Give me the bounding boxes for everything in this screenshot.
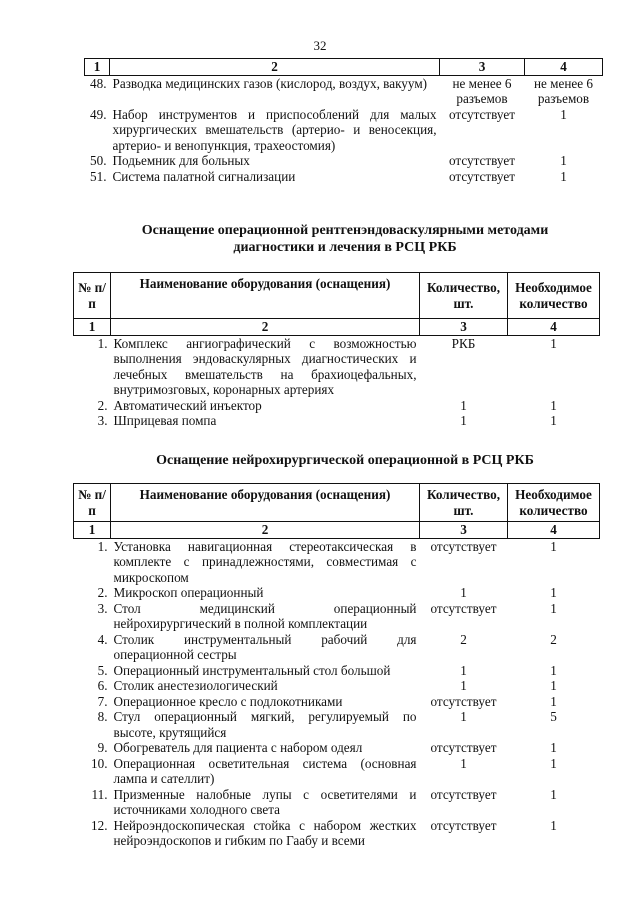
required-quantity: 1 bbox=[550, 678, 557, 693]
required-quantity: 1 bbox=[550, 585, 557, 600]
table-row bbox=[74, 663, 600, 679]
row-number: 50. bbox=[90, 153, 107, 168]
table-row bbox=[74, 538, 600, 585]
quantity: 1 bbox=[460, 755, 467, 771]
quantity: отсутствует bbox=[430, 600, 497, 616]
row-number: 3. bbox=[97, 600, 108, 616]
equipment-name: Обогреватель для пациента с набором одеял bbox=[113, 740, 363, 755]
row-number: 12. bbox=[91, 817, 108, 833]
header-cell: 1 bbox=[74, 319, 111, 336]
equipment-name: Операционное кресло с подлокотниками bbox=[113, 693, 343, 709]
quantity: 1 bbox=[460, 709, 467, 724]
table-row bbox=[85, 107, 603, 154]
table-row bbox=[74, 601, 600, 632]
required-quantity: 1 bbox=[550, 662, 557, 678]
row-number: 10. bbox=[91, 755, 108, 771]
page-number: 32 bbox=[313, 38, 327, 53]
required-quantity: 1 bbox=[550, 397, 557, 413]
equipment-name: Разводка медицинских газов (кислород, воздух, вакуум) bbox=[112, 75, 428, 91]
quantity: 1 bbox=[460, 413, 467, 428]
table-row bbox=[74, 756, 600, 787]
table-row bbox=[74, 740, 600, 756]
row-number: 9. bbox=[97, 740, 108, 755]
table-row bbox=[85, 75, 603, 107]
required-quantity: 1 bbox=[550, 335, 557, 351]
required-quantity: не менее 6 разъемов bbox=[533, 75, 594, 106]
row-number: 3. bbox=[97, 413, 108, 428]
equipment-name: Микроскоп операционный bbox=[113, 585, 264, 600]
equipment-name: Операционный инструментальный стол большой bbox=[113, 662, 391, 678]
equipment-name: Столик инструментальный рабочий для операционной сестры bbox=[113, 631, 417, 662]
table-row bbox=[74, 709, 600, 740]
row-number: 2. bbox=[97, 397, 108, 413]
quantity: отсутствует bbox=[430, 817, 497, 833]
table-row bbox=[74, 678, 600, 694]
header-cell: 3 bbox=[440, 59, 525, 76]
row-number: 1. bbox=[97, 538, 108, 554]
equipment-name: Стул операционный мягкий, регулируемый по высоте, крутящийся bbox=[113, 709, 417, 740]
equipment-name: Установка навигационная стереотаксическая в комплекте с принадлежностями, совместимая с микроскопом bbox=[113, 538, 417, 585]
equipment-name: Подьемник для больных bbox=[112, 153, 250, 168]
row-number: 51. bbox=[90, 168, 107, 184]
required-quantity: 1 bbox=[560, 106, 567, 122]
header-cell: 1 bbox=[74, 522, 111, 539]
quantity: отсутствует bbox=[430, 740, 497, 755]
table-row bbox=[74, 818, 600, 849]
header-cell: № п/п bbox=[74, 484, 111, 522]
equipment-name: Нейроэндоскопическая стойка с набором жестких нейроэндоскопов и гибким по Гаабу и всеми bbox=[113, 817, 417, 848]
header-cell: 3 bbox=[420, 319, 508, 336]
neurosurgery-equipment-table bbox=[73, 483, 600, 849]
equipment-name: Операционная осветительная система (основная лампа и сателлит) bbox=[113, 755, 417, 786]
section-title-endovascular: Оснащение операционной рентгенэндоваскулярными методами диагностики и лечения в РСЦ РКБ bbox=[141, 223, 549, 255]
header-cell: 3 bbox=[420, 522, 508, 539]
table-row bbox=[85, 153, 603, 169]
quantity: отсутствует bbox=[430, 538, 497, 554]
header-cell: 4 bbox=[525, 59, 603, 76]
section-title-neurosurgery: Оснащение нейрохирургической операционной в РСЦ РКБ bbox=[156, 453, 534, 468]
table-header-row bbox=[74, 484, 600, 522]
required-quantity: 1 bbox=[550, 413, 557, 428]
table-row bbox=[74, 398, 600, 414]
table-row bbox=[74, 335, 600, 398]
table-row bbox=[74, 585, 600, 601]
required-quantity: 1 bbox=[560, 153, 567, 168]
required-quantity: 1 bbox=[550, 693, 557, 709]
required-quantity: 1 bbox=[550, 538, 557, 554]
quantity: 1 bbox=[460, 662, 467, 678]
header-cell: № п/п bbox=[74, 273, 111, 319]
column-number-row bbox=[74, 319, 600, 336]
header-cell: 4 bbox=[508, 522, 600, 539]
equipment-name: Комплекс ангиографический с возможностью выполнения эндоваскулярных диагностических и лечебных вмешательств на брахиоцефальных, внутримозговых, коронарных артериях bbox=[113, 335, 417, 397]
table-header-row bbox=[74, 273, 600, 319]
required-quantity: 1 bbox=[550, 755, 557, 771]
equipment-name: Автоматический инъектор bbox=[113, 397, 262, 413]
row-number: 2. bbox=[97, 585, 108, 600]
header-cell: 1 bbox=[85, 59, 110, 76]
row-number: 7. bbox=[97, 693, 108, 709]
row-number: 4. bbox=[97, 631, 108, 647]
quantity: 1 bbox=[460, 397, 467, 413]
required-quantity: 1 bbox=[560, 168, 567, 184]
equipment-name: Шприцевая помпа bbox=[113, 413, 217, 428]
table-row bbox=[74, 413, 600, 429]
required-quantity: 5 bbox=[550, 709, 557, 724]
table-body bbox=[74, 538, 600, 849]
table-row bbox=[74, 787, 600, 818]
endovascular-equipment-table bbox=[73, 272, 600, 429]
row-number: 6. bbox=[97, 678, 108, 693]
required-quantity: 2 bbox=[550, 631, 557, 647]
row-number: 49. bbox=[90, 106, 107, 122]
header-cell: 4 bbox=[508, 319, 600, 336]
quantity: отсутствует bbox=[449, 168, 515, 184]
header-cell: Наименование оборудования (оснащения) bbox=[111, 273, 420, 319]
column-number-row bbox=[85, 59, 603, 76]
header-cell: Необходимое количество bbox=[508, 484, 600, 522]
header-cell: Необходимое количество bbox=[508, 273, 600, 319]
row-number: 1. bbox=[97, 335, 108, 351]
quantity: отсутствует bbox=[449, 106, 515, 122]
quantity: отсутствует bbox=[430, 693, 497, 709]
header-cell: 2 bbox=[111, 522, 420, 539]
table-body bbox=[74, 335, 600, 429]
table-row bbox=[85, 169, 603, 185]
quantity: не менее 6 разъемов bbox=[452, 75, 512, 106]
quantity: 2 bbox=[460, 631, 467, 647]
equipment-name: Призменные налобные лупы с осветителями и источниками холодного света bbox=[113, 786, 417, 817]
required-quantity: 1 bbox=[550, 817, 557, 833]
equipment-name: Стол медицинский операционный нейрохирургический в полной комплектации bbox=[113, 600, 417, 631]
row-number: 11. bbox=[91, 786, 108, 802]
table-row bbox=[74, 694, 600, 710]
column-number-row bbox=[74, 522, 600, 539]
row-number: 8. bbox=[97, 709, 108, 724]
table-row bbox=[74, 632, 600, 663]
quantity: 1 bbox=[460, 678, 467, 693]
quantity: отсутствует bbox=[430, 786, 497, 802]
header-cell: 2 bbox=[111, 319, 420, 336]
quantity: 1 bbox=[460, 585, 467, 600]
equipment-table-continuation bbox=[84, 58, 603, 184]
header-cell: Количество, шт. bbox=[420, 484, 508, 522]
header-cell: Количество, шт. bbox=[420, 273, 508, 319]
equipment-name: Столик анестезиологический bbox=[113, 678, 278, 693]
row-number: 48. bbox=[90, 75, 107, 91]
equipment-name: Набор инструментов и приспособлений для малых хирургических вмешательств (артерио- и веносекция, артерио- и венопункция, трахеостомия) bbox=[112, 106, 437, 153]
header-cell: Наименование оборудования (оснащения) bbox=[111, 484, 420, 522]
quantity: отсутствует bbox=[449, 153, 515, 168]
row-number: 5. bbox=[97, 662, 108, 678]
required-quantity: 1 bbox=[550, 786, 557, 802]
required-quantity: 1 bbox=[550, 740, 557, 755]
table-body bbox=[85, 75, 603, 184]
quantity: РКБ bbox=[451, 335, 476, 351]
equipment-name: Система палатной сигнализации bbox=[112, 168, 296, 184]
required-quantity: 1 bbox=[550, 600, 557, 616]
header-cell: 2 bbox=[110, 59, 440, 76]
